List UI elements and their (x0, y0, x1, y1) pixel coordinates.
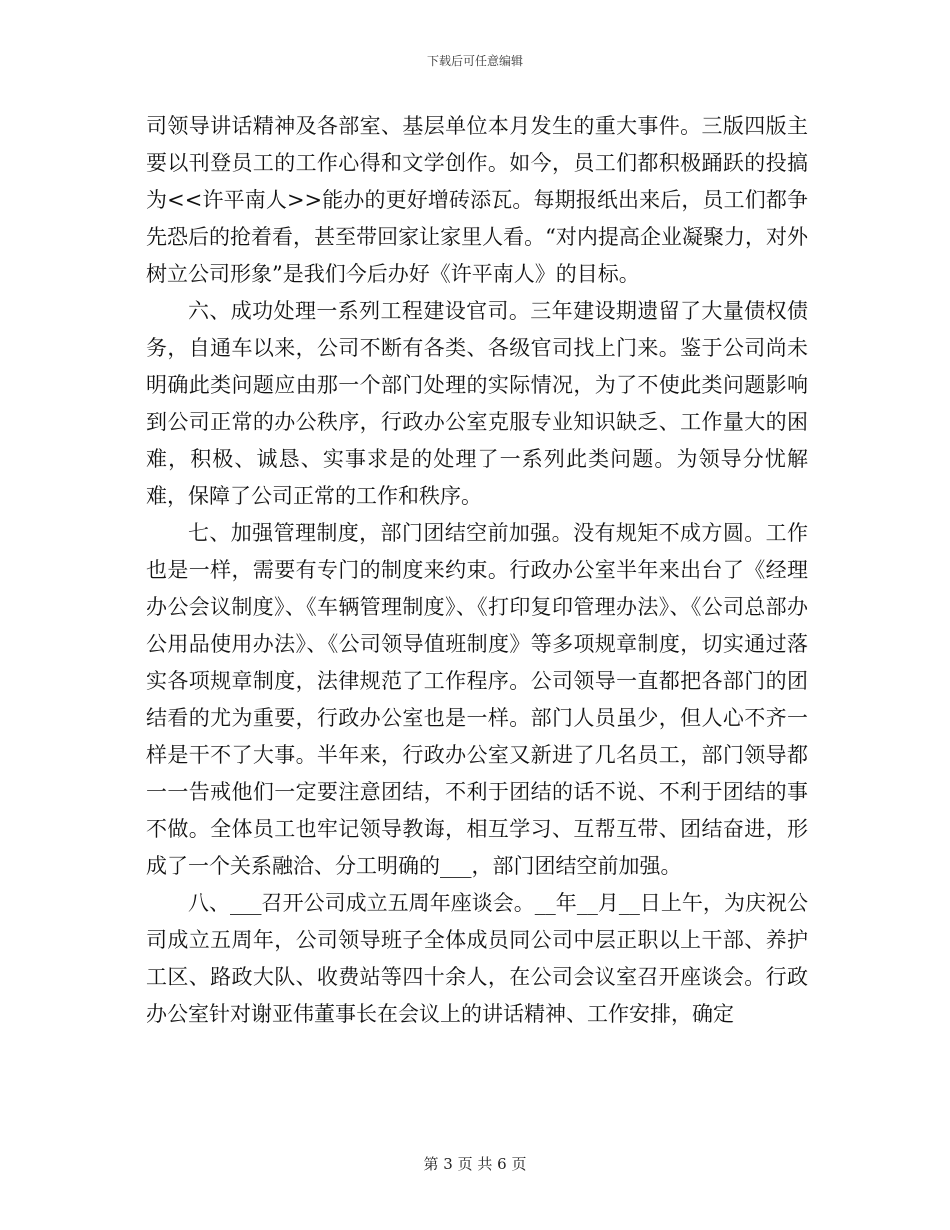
page-footer: 第 3 页 共 6 页 (423, 1155, 527, 1173)
page-header: 下载后可任意编辑 (426, 54, 523, 68)
document-body (146, 108, 808, 1033)
paragraph-section-6: 六、成功处理一系列工程建设官司。三年建设期遗留了大量债权债务，自通车以来，公司不断有各类、各级官司找上门来。鉴于公司尚未明确此类问题应由那一个部门处理的实际情况，为了不使此类问题影响到公司正常的办公秩序，行政办公室克服专业知识缺乏、工作量大的困难，积极、诚恳、实事求是的处理了一系列此类问题。为领导分忧解难，保障了公司正常的工作和秩序。 (146, 299, 808, 508)
paragraph-continuation: 司领导讲话精神及各部室、基层单位本月发生的重大事件。三版四版主要以刊登员工的工作心得和文学创作。如今，员工们都积极踊跃的投搞为<<许平南人>>能办的更好增砖添瓦。每期报纸出来后，员工们都争先恐后的抢着看，甚至带回家让家里人看。“对内提高企业凝聚力，对外树立公司形象”是我们今后办好《许平南人》的目标。 (146, 114, 808, 286)
paragraph-section-7: 七、加强管理制度，部门团结空前加强。没有规矩不成方圆。工作也是一样，需要有专门的制度来约束。行政办公室半年来出台了《经理办公会议制度》、《车辆管理制度》、《打印复印管理办法》、《公司总部办公用品使用办法》、《公司领导值班制度》等多项规章制度，切实通过落实各项规章制度，法律规范了工作程序。公司领导一直都把各部门的团结看的尤为重要，行政办公室也是一样。部门人员虽少，但人心不齐一样是干不了大事。半年来，行政办公室又新进了几名员工，部门领导都一一告戒他们一定要注意团结，不利于团结的话不说、不利于团结的事不做。全体员工也牢记领导教诲，相互学习、互帮互带、团结奋进，形成了一个关系融洽、分工明确的___，部门团结空前加强。 (146, 521, 808, 878)
paragraph-section-8: 八、___召开公司成立五周年座谈会。__年__月__日上午，为庆祝公司成立五周年，公司领导班子全体成员同公司中层正职以上干部、养护工区、路政大队、收费站等四十余人，在公司会议室召开座谈会。行政办公室针对谢亚伟董事长在会议上的讲话精神、工作安排，确定 (146, 891, 808, 1026)
